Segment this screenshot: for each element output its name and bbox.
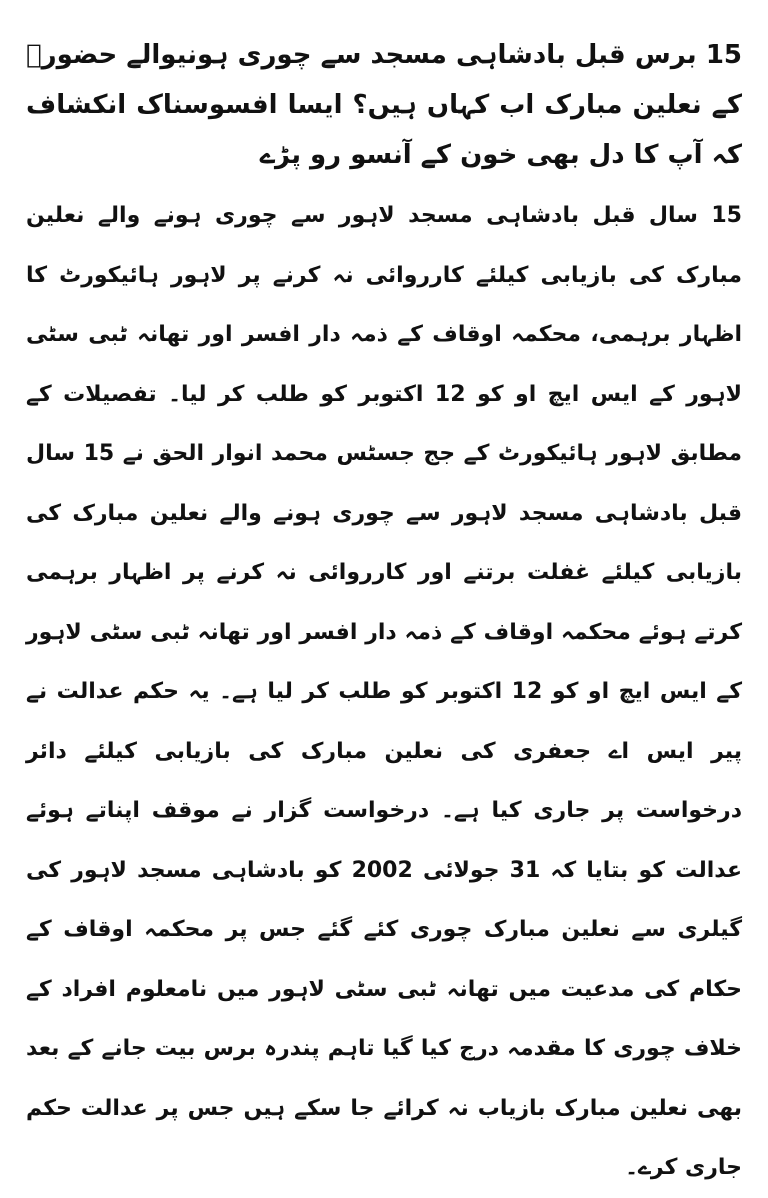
article-headline: 15 برس قبل بادشاہی مسجد سے چوری ہونیوالے حضورؐ کے نعلین مبارک اب کہاں ہیں؟ ایسا افسوسناک انکشاف کہ آپ کا دل بھی خون کے آنسو رو پڑے xyxy=(26,40,742,170)
article-body: 15 سال قبل بادشاہی مسجد لاہور سے چوری ہونے والے نعلین مبارک کی بازیابی کیلئے کارروائی نہ کرنے پر لاہور ہائیکورٹ کا اظہار برہمی، محکمہ اوقاف کے ذمہ دار افسر اور تھانہ ٹبی سٹی لاہور کے ایس ایچ او کو 12 اکتوبر کو طلب کر لیا۔ تفصیلات کے مطابق لاہور ہائیکورٹ کے جج جسٹس محمد انوار الحق نے 15 سال قبل بادشاہی مسجد لاہور سے چوری ہونے والے نعلین مبارک کی بازیابی کیلئے غفلت برتنے اور کارروائی نہ کرنے پر اظہار برہمی کرتے ہوئے محکمہ اوقاف کے ذمہ دار افسر اور تھانہ ٹبی سٹی لاہور کے ایس ایچ او کو 12 اکتوبر کو طلب کر لیا ہے۔ یہ حکم عدالت نے پیر ایس اے جعفری کی نعلین مبارک کی بازیابی کیلئے دائر درخواست پر جاری کیا ہے۔ درخواست گزار نے موقف اپناتے ہوئے عدالت کو بتایا کہ 31 جولائی 2002 کو بادشاہی مسجد لاہور کی گیلری سے نعلین مبارک چوری کئے گئے جس پر محکمہ اوقاف کے حکام کی مدعیت میں تھانہ ٹبی سٹی لاہور میں نامعلوم افراد کے خلاف چوری کا مقدمہ درج کیا گیا تاہم پندرہ برس بیت جانے کے بعد بھی نعلین مبارک بازیاب نہ کرائے جا سکے ہیں جس پر عدالت حکم جاری کرے۔ xyxy=(26,203,743,1180)
